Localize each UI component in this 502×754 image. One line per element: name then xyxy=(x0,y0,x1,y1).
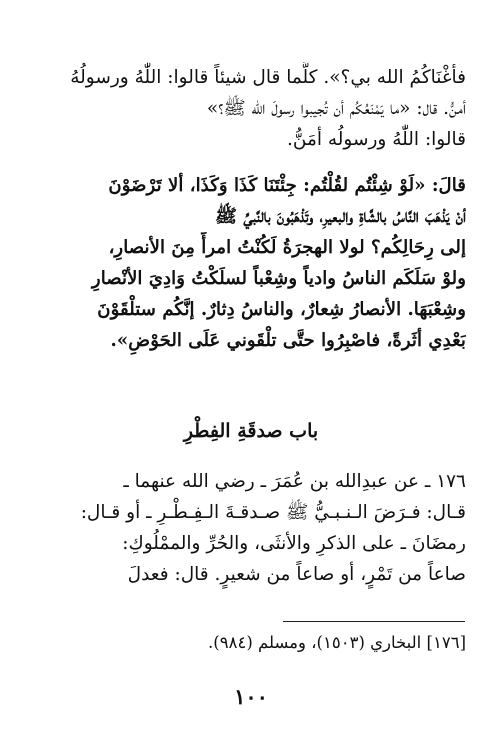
text-line: قـال: فـرَضَ الـنـبـيُّ ﷺ صـدقـةَ الـفِـطْـرِ ـ أو قـال: xyxy=(80,502,466,523)
text-line: صاعاً من تَمْرٍ، أو صاعاً من شعيرٍ. قال: فعدلَ xyxy=(127,564,466,585)
text-line: قالَ: «لَوْ شِئْتُم لقُلْتُم: جِئْتَنَا كَذَا وَكَذَا، ألا تَرْضَوْنَ xyxy=(108,175,466,196)
text-line: قالوا: اللّٰهُ ورسولُه أمَنُّ. xyxy=(286,129,466,150)
text-line: أنْ يَذْهَبَ النَّاسُ بالشَّاةِ والبعيرِ، وتَذْهَبُونَ بالنَّبيِّ ﷺ xyxy=(215,206,466,227)
page-number: ١٠٠ xyxy=(234,684,268,709)
paragraph-hadith-176 xyxy=(38,466,466,590)
paragraph-hadith-continuation xyxy=(38,62,466,155)
text-line: أمنُّ. قال: «ما يَمْنَعُكُم أن تُجيبوا رسولَ الله ﷺ؟» xyxy=(206,98,466,119)
text-line: إلى رِحَالِكُم؟ لولا الهجرَةُ لَكُنْتُ امرأً مِنَ الأنصارِ، xyxy=(108,237,466,258)
paragraph-prophet-speech xyxy=(38,170,466,356)
footnote: [١٧٦] البخاري (١٥٠٣)، ومسلم (٩٨٤). xyxy=(208,633,466,652)
footnote-divider xyxy=(283,621,465,622)
text-line: بَعْدِي أثَرةً، فاصْبِرُوا حتَّى تلْقَوني عَلَى الحَوْضِ». xyxy=(110,330,466,351)
text-line: رمضَانَ ـ على الذكرِ والأنثَى، والحُرِّ والممْلُوكِ: xyxy=(122,533,466,554)
text-line: ولوْ سَلَكَم الناسُ وادياً وشِعْباً لسلَكْتُ وَادِيَ الأنْصارِ xyxy=(91,268,466,289)
section-heading: باب صدقَةِ الفِطْرِ xyxy=(183,420,319,442)
text-line: وشِعْبَهَا. الأنصارُ شِعارٌ، والناسُ دِثارٌ. إنَّكُم ستلْقَوْنَ xyxy=(97,299,466,320)
text-line: ١٧٦ ـ عن عبدِالله بن عُمَرَ ـ رضي الله عنهما ـ xyxy=(123,471,466,492)
text-line: فأغْنَاكُمُ الله بي؟». كلَّما قال شيئاً قالوا: اللّٰهُ ورسولُهُ xyxy=(70,67,466,88)
